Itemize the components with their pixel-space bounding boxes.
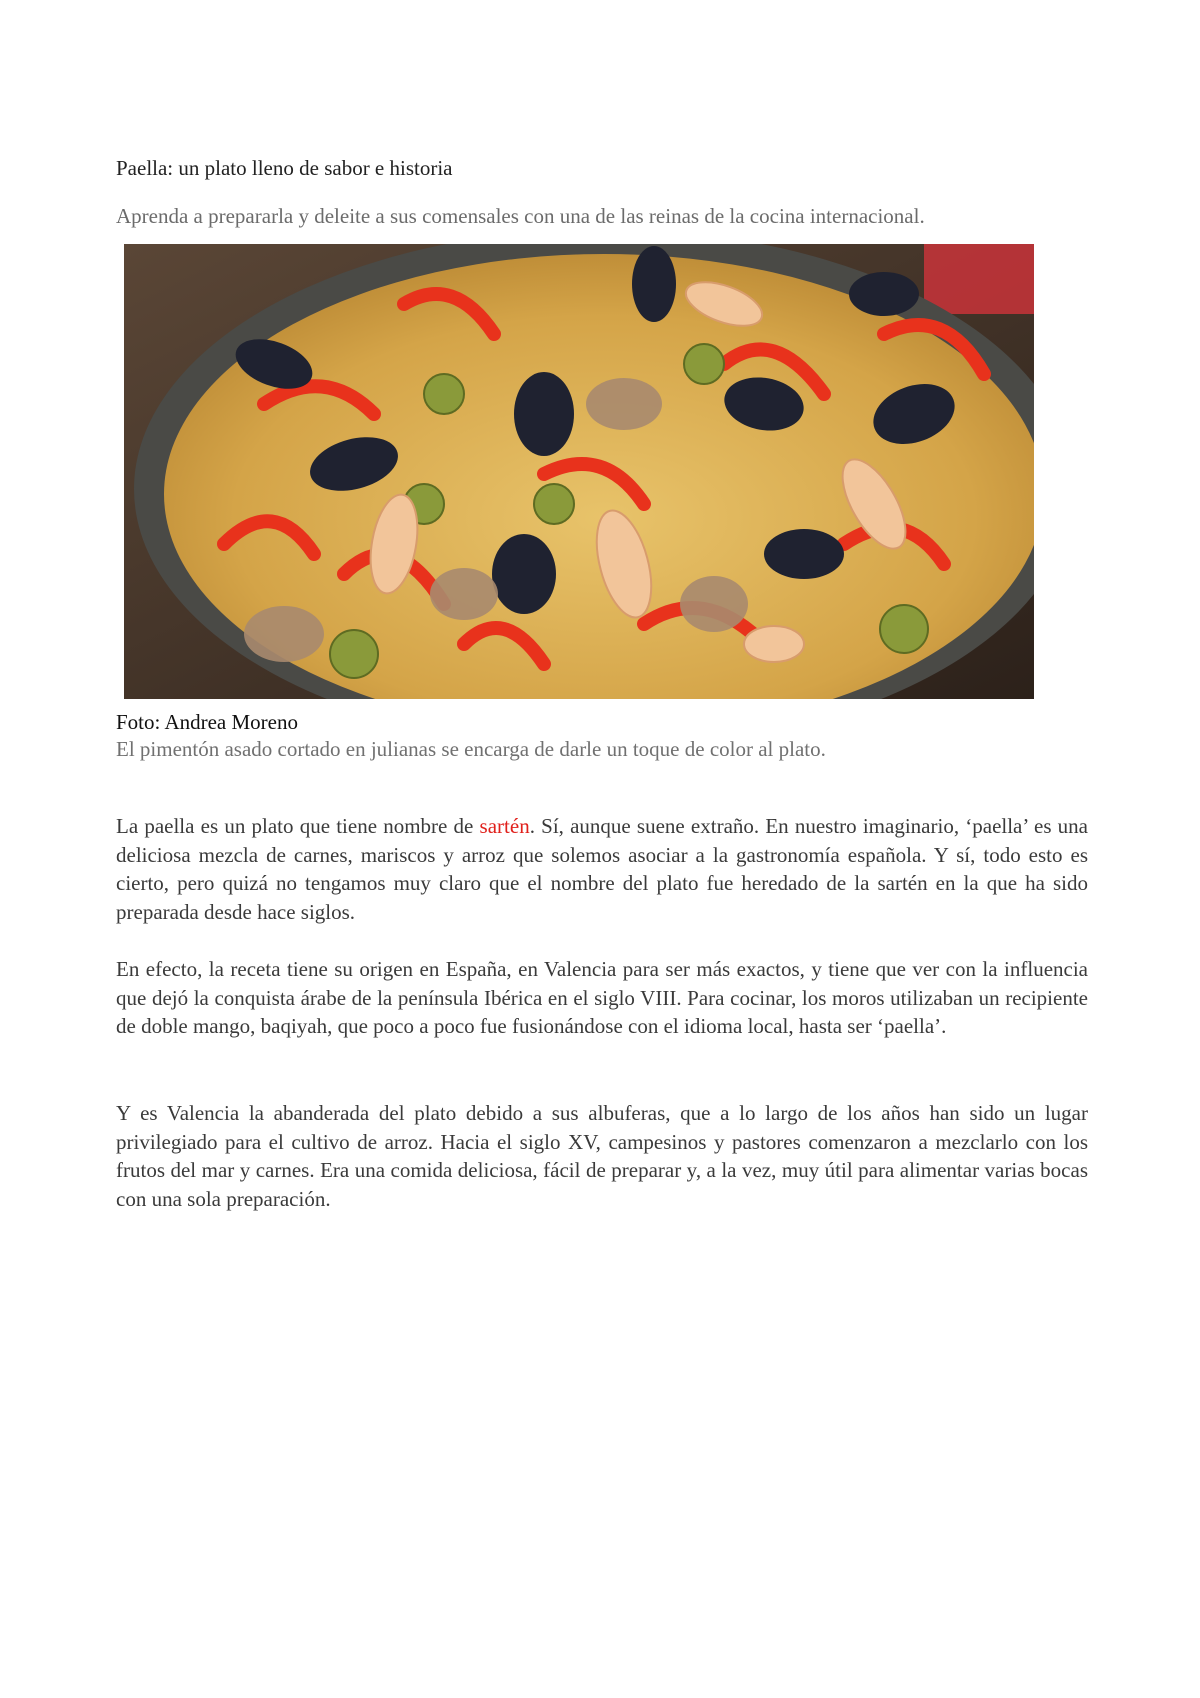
paragraph-1-before-link: La paella es un plato que tiene nombre de: [116, 814, 480, 838]
paragraph-1-after-link: . Sí, aunque suene extraño. En nuestro imaginario, ‘paella’ es una deliciosa mezcla de carnes, mariscos y arroz que solemos asociar a la gastronomía española. Y sí, todo esto es cierto, pero quizá no tengamos muy claro que el nombre del plato fue heredado de la sartén en la que ha sido preparada desde hace siglos.: [116, 814, 1088, 924]
paella-photo: [124, 244, 1034, 699]
article-subtitle: Aprenda a prepararla y deleite a sus comensales con una de las reinas de la cocina internacional.: [116, 204, 925, 228]
sarten-link[interactable]: sartén: [479, 814, 530, 838]
paragraph-2: En efecto, la receta tiene su origen en España, en Valencia para ser más exactos, y tiene que ver con la influencia que dejó la conquista árabe de la península Ibérica en el siglo VIII. Para cocinar, los moros utilizaban un recipiente de doble mango, baqiyah, que poco a poco fue fusionándose con el idioma local, hasta ser ‘paella’.: [116, 957, 1088, 1038]
paragraph-1: [116, 812, 1088, 926]
article-title: Paella: un plato lleno de sabor e historia: [116, 156, 453, 180]
photo-caption: El pimentón asado cortado en julianas se encarga de darle un toque de color al plato.: [116, 737, 826, 761]
photo-credit: Foto: Andrea Moreno: [116, 710, 298, 734]
paragraph-3: Y es Valencia la abanderada del plato debido a sus albuferas, que a lo largo de los años han sido un lugar privilegiado para el cultivo de arroz. Hacia el siglo XV, campesinos y pastores comenzaron a mezclarlo con los frutos del mar y carnes. Era una comida deliciosa, fácil de preparar y, a la vez, muy útil para alimentar varias bocas con una sola preparación.: [116, 1101, 1088, 1211]
